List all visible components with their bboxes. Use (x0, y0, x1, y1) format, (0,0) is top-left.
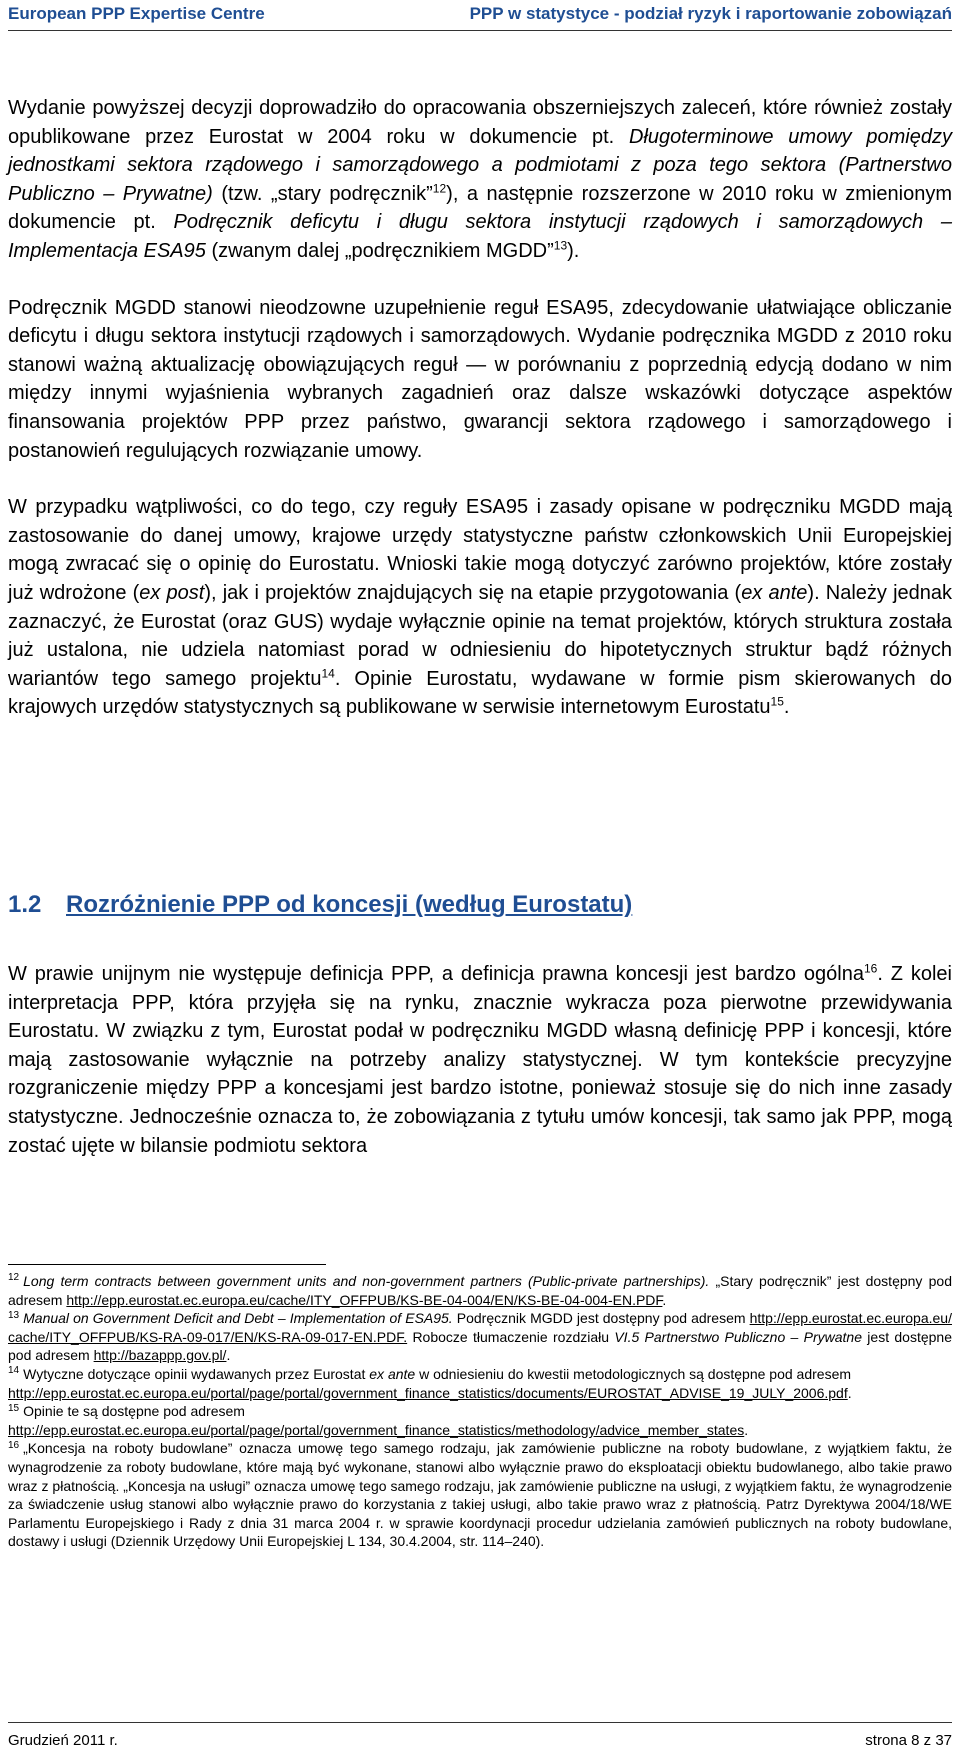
footnote-14-link[interactable]: http://epp.eurostat.ec.europa.eu/portal/page/portal/government_finance_statistics/documents/EUROSTAT_ADVISE_19_JULY_2006.pdf (8, 1384, 848, 1401)
footnote-15-link[interactable]: http://epp.eurostat.ec.europa.eu/portal/page/portal/government_finance_statistics/methodology/advice_member_states (8, 1421, 745, 1438)
footnote-16: $^{16}$ „Koncesja na roboty budowlane” oznacza umowę tego samego rodzaju, jak zamówienie publiczne na roboty budowlane, z wyjątkiem faktu, że wynagrodzenie za roboty budowlane, które mają być wykonane, stanowi albo wyłącznie prawo do eksploatacji obiektu budowlanego, albo takie prawo wraz z płatnością. „Koncesja na usługi” oznacza umowę tego samego rodzaju, jak zamówienie publiczne na usługi, z wyjątkiem faktu, że wynagrodzenie za świadczenie usług stanowi albo wyłącznie prawo do korzystania z takiej usługi, albo takie prawo wraz z płatnością. Patrz Dyrektywa 2004/18/WE Parlamentu Europejskiego i Rady z dnia 31 marca 2004 r. w sprawie koordynacji procedur udzielania zamówień publicznych na roboty budowlane, dostawy i usługi (Dziennik Urzędowy Unii Europejskiej L 134, 30.4.2004, str. 114–240). (8, 1439, 952, 1550)
title-italic-2: Podręcznik deficytu i długu sektora instytucji rządowych i samorządowych – Implementacja ESA95 (8, 211, 952, 262)
footnote-ref-15[interactable]: 15 (770, 694, 784, 709)
footnote-12: $^{12}$ Long term contracts between government units and non-government partners (Public-private partnerships). „Stary podręcznik” jest dostępny pod adresem http://epp.eurostat.ec.europa.eu/cache/ITY_OFFPUB/KS-BE-04-004/EN/KS-BE-04-004-EN.PDF. (8, 1272, 952, 1308)
footnote-12-link[interactable]: http://epp.eurostat.ec.europa.eu/cache/ITY_OFFPUB/KS-BE-04-004/EN/KS-BE-04-004-EN.PDF (66, 1291, 663, 1308)
footer-date: Grudzień 2011 r. (8, 1732, 118, 1749)
header-right: PPP w statystyce - podział ryzyk i raportowanie zobowiązań (469, 4, 952, 23)
section-title[interactable]: Rozróżnienie PPP od koncesji (według Eurostatu) (66, 891, 633, 918)
footnote-ref-14[interactable]: 14 (321, 666, 335, 681)
footnotes (8, 1272, 952, 1551)
footnote-separator (8, 1264, 326, 1265)
section-heading (8, 890, 632, 920)
footnote-15: $^{15}$ Opinie te są dostępne pod adresem http://epp.eurostat.ec.europa.eu/portal/page/portal/government_finance_statistics/methodology/advice_member_states. (8, 1402, 749, 1438)
footnote-ref-12[interactable]: 12 (432, 181, 447, 196)
footnote-ref-13[interactable]: 13 (553, 238, 568, 253)
paragraph-3: W przypadku wątpliwości, co do tego, czy reguły ESA95 i zasady opisane w podręczniku MGDD mają zastosowanie do danej umowy, krajowe urzędy statystyczne państw członkowskich Unii Europejskiej mogą zwracać się o opinię do Eurostatu. Wnioski takie mogą dotyczyć zarówno projektów, które zostały już wdrożone (ex post), jak i projektów znajdujących się na etapie przygotowania (ex ante). Należy jednak zaznaczyć, że Eurostat (oraz GUS) wydaje wyłącznie opinie na temat projektów, których struktura została już ustalona, nie udziela natomiast porad w odniesieniu do hipotetycznych struktur bądź różnych wariantów tego samego projektu$^{14}$. Opinie Eurostatu, wydawane w formie pism skierowanych do krajowych urzędów statystycznych są publikowane w serwisie internetowym Eurostatu$^{15}$. (8, 496, 953, 719)
page-footer (8, 1722, 952, 1749)
footnote-13-link[interactable]: http://epp.eurostat.ec.europa.eu/cache/ITY_OFFPUB/KS-RA-09-017/EN/KS-RA-09-017-EN.PDF. (8, 1310, 952, 1345)
paragraph-4: W prawie unijnym nie występuje definicja PPP, a definicja prawna koncesji jest bardzo ogólna$^{16}$. Z kolei interpretacja PPP, która przyjęła się na rynku, znacznie wykracza poza pierwotne przewidywania Eurostatu. W związku z tym, Eurostat podał w podręczniku MGDD własną definicję PPP i koncesji, które mają zastosowanie wyłącznie na potrzeby analizy statystycznej. W tym kontekście precyzyjne rozgraniczenie między PPP a koncesjami jest bardzo istotne, ponieważ stosuje się do nich inne zasady statystyczne. Jednocześnie oznacza to, że zobowiązania z tytułu umów koncesji, tak samo jak PPP, mogą zostać ujęte w bilansie podmiotu sektora (8, 961, 952, 1157)
main-text (8, 94, 952, 722)
page-number: strona 8 z 37 (865, 1732, 952, 1749)
footnote-13-link-2[interactable]: http://bazappp.gov.pl/ (93, 1347, 227, 1364)
footnote-ref-16[interactable]: 16 (863, 961, 878, 976)
paragraph-2: Podręcznik MGDD stanowi nieodzowne uzupełnienie reguł ESA95, zdecydowanie ułatwiające obliczanie deficytu i długu sektora instytucji rządowych i samorządowych. Wydanie podręcznika MGDD z 2010 roku stanowi ważną aktualizację obowiązujących reguł — w porównaniu z poprzednią edycją dodano w nim między innymi wyjaśnienia wybranych zagadnień oraz dalsze wskazówki dotyczące aspektów finansowania projektów PPP przez państwo, gwarancji sektora rządowego i samorządowego i postanowień regulujących rozwiązanie umowy. (8, 296, 952, 462)
footnote-13: $^{13}$ Manual on Government Deficit and Debt – Implementation of ESA95. Podręcznik MGDD jest dostępny pod adresem http://epp.eurostat.ec.europa.eu/cache/ITY_OFFPUB/KS-RA-09-017/EN/KS-RA-09-017-EN.PDF. Robocze tłumaczenie rozdziału VI.5 Partnerstwo Publiczno – Prywatne jest dostępne pod adresem http://bazappp.gov.pl/. (8, 1309, 952, 1364)
paragraph-1: Wydanie powyższej decyzji doprowadziło do opracowania obszerniejszych zaleceń, które również zostały opublikowane przez Eurostat w 2004 roku w dokumencie pt. Długoterminowe umowy pomiędzy jednostkami sektora rządowego i samorządowego a podmiotami z poza tego sektora (Partnerstwo Publiczno – Prywatne) (tzw. „stary podręcznik”$^{12}$), a następnie rozszerzone w 2010 roku w zmienionym dokumencie pt. Podręcznik deficytu i długu sektora instytucji rządowych i samorządowych – Implementacja ESA95 (zwanym dalej „podręcznikiem MGDD”$^{13}$). (8, 97, 953, 262)
page-header (8, 2, 952, 31)
title-italic: Długoterminowe umowy pomiędzy jednostkami sektora rządowego i samorządowego a podmiotami z poza tego sektora (Partnerstwo Publiczno – Prywatne) (8, 125, 952, 205)
header-left: European PPP Expertise Centre (8, 4, 265, 23)
section-number: 1.2 (8, 891, 42, 918)
section-text (8, 960, 952, 1160)
footnote-14: $^{14}$ Wytyczne dotyczące opinii wydawanych przez Eurostat ex ante w odniesieniu do kwestii metodologicznych są dostępne pod adresem http://epp.eurostat.ec.europa.eu/portal/page/portal/government_finance_statistics/documents/EUROSTAT_ADVISE_19_JULY_2006.pdf. (8, 1365, 852, 1401)
